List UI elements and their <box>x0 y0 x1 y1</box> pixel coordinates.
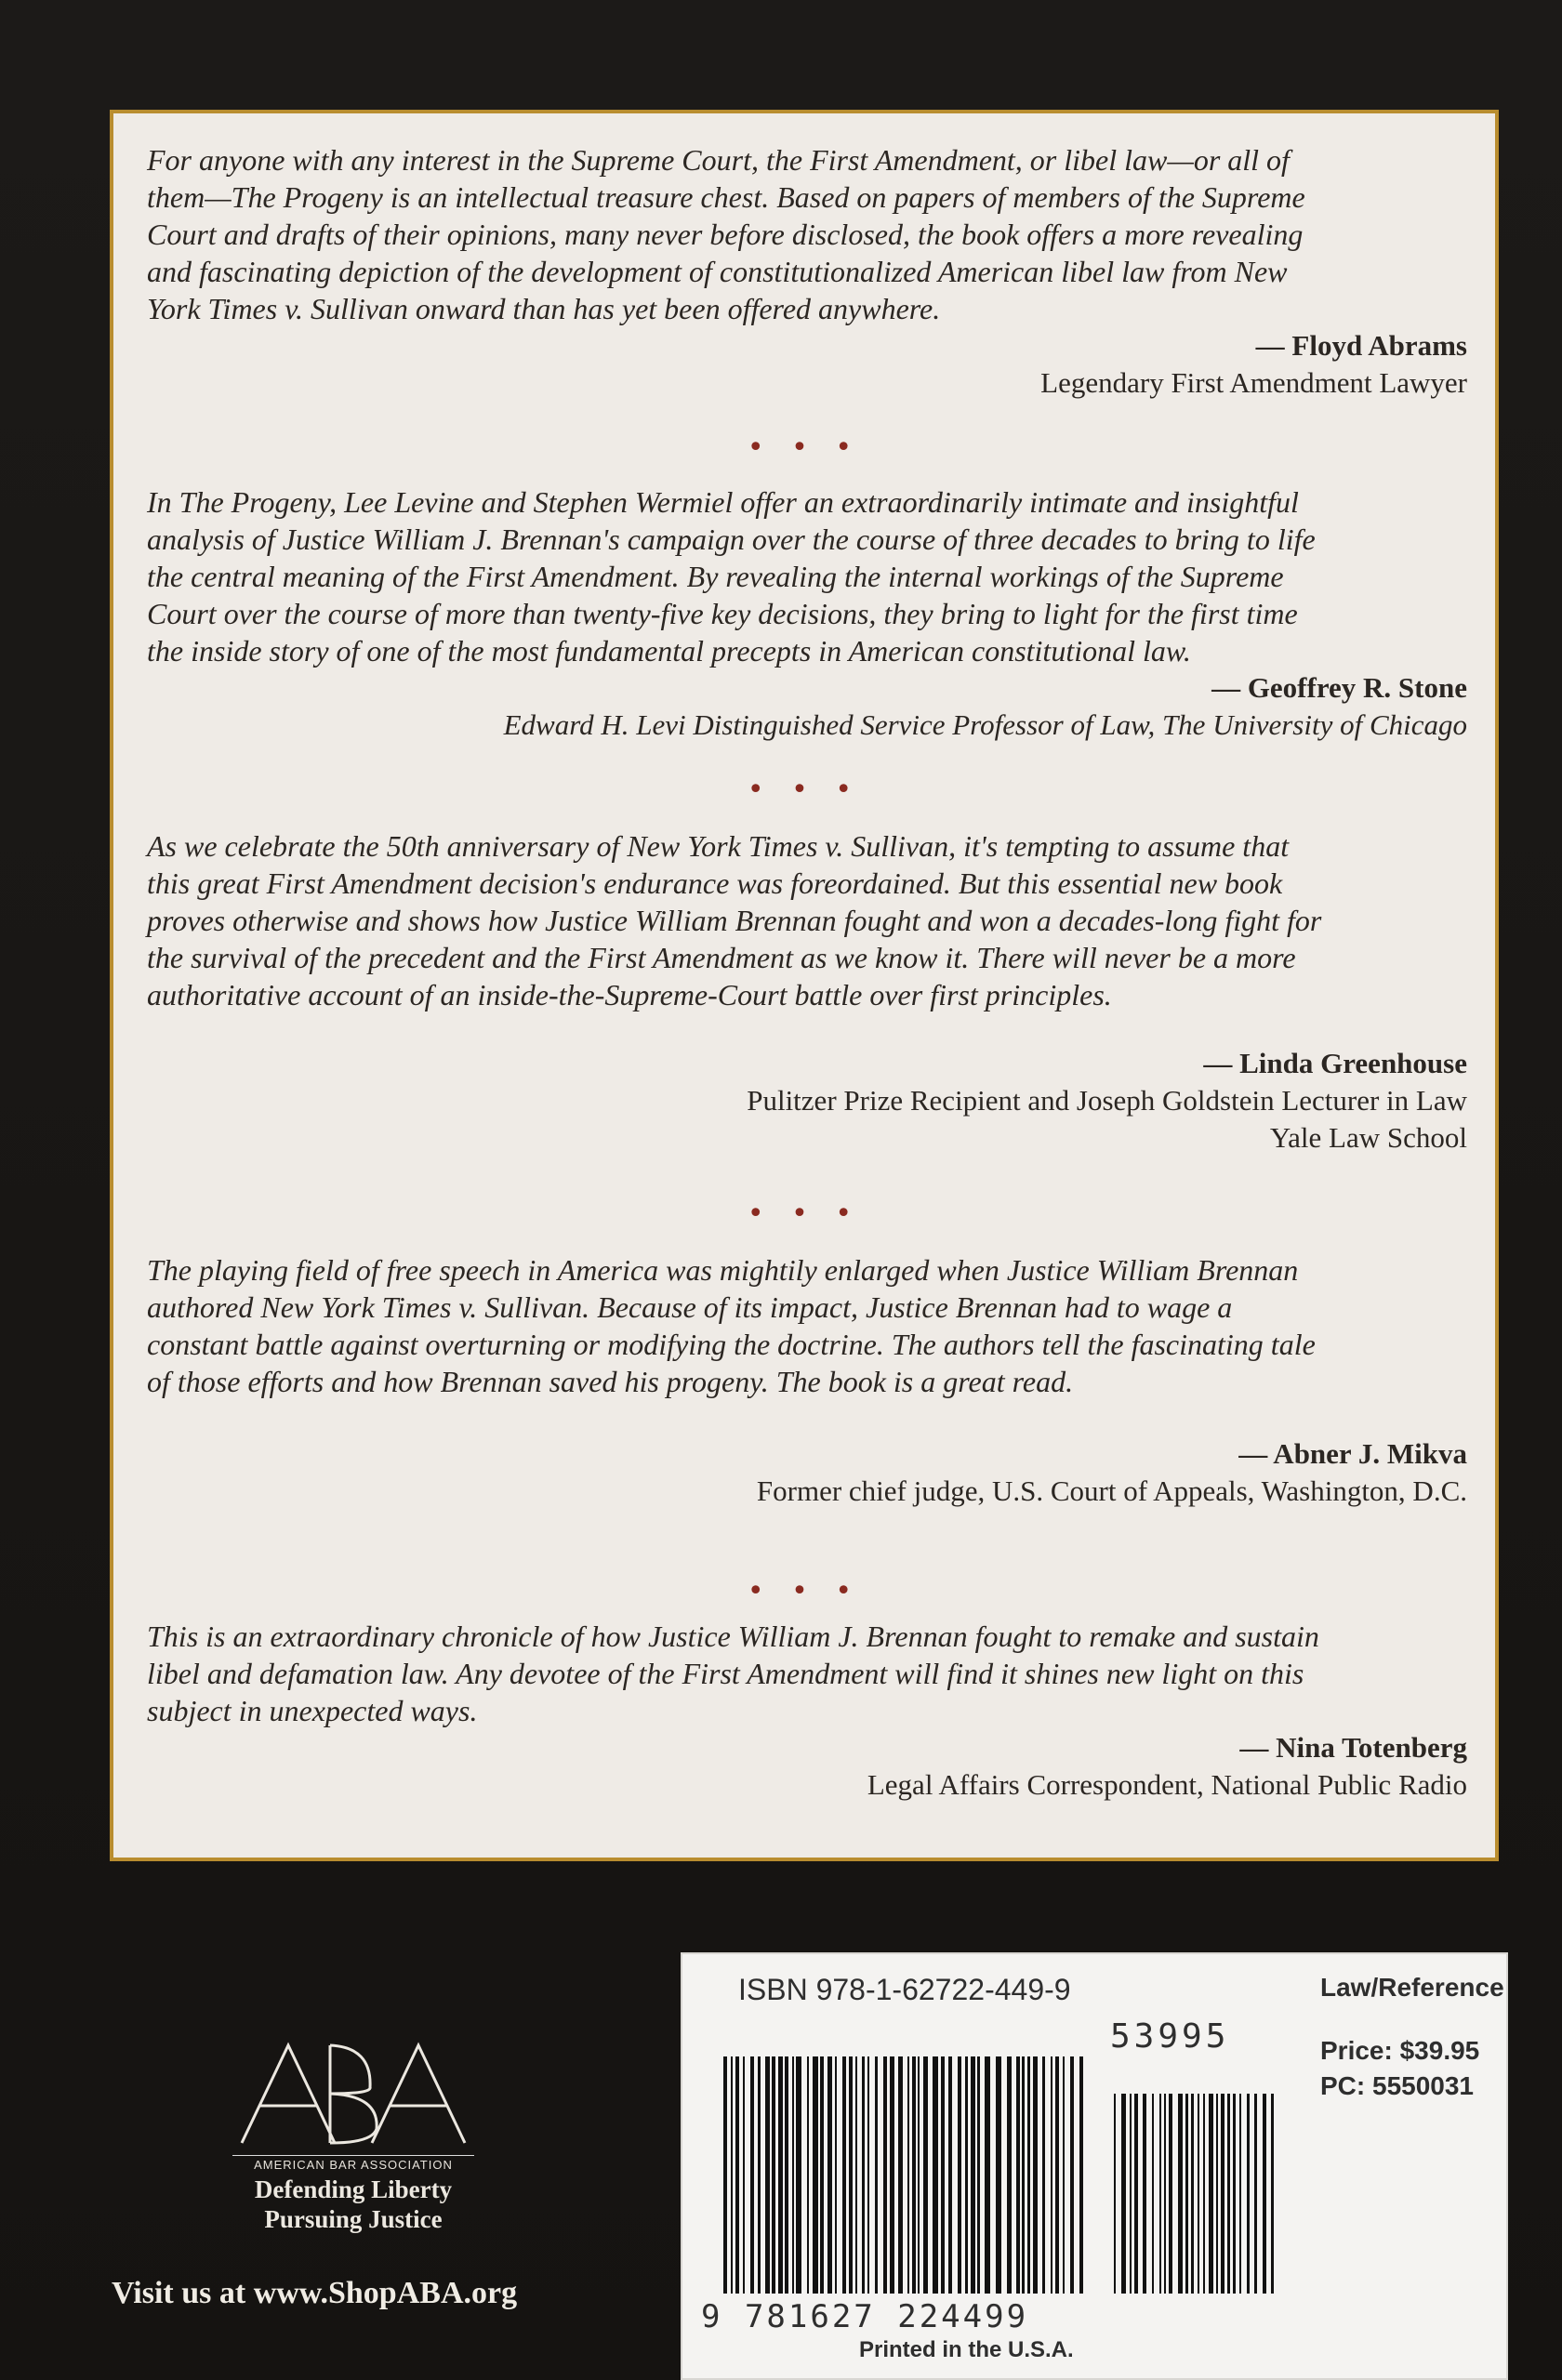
blurb-line: the inside story of one of the most fundamental precepts in American constitutional law. <box>147 634 1191 668</box>
attribution <box>147 1045 1467 1157</box>
pc-label: PC: 5550031 <box>1320 2071 1475 2100</box>
author-name: — Linda Greenhouse <box>1203 1047 1467 1079</box>
attribution <box>147 669 1467 744</box>
author-name: — Geoffrey R. Stone <box>1211 671 1467 704</box>
author-name: — Abner J. Mikva <box>1238 1437 1467 1470</box>
blurb-line: York Times v. Sullivan onward than has yet been offered anywhere. <box>147 292 941 325</box>
author-title: Former chief judge, U.S. Court of Appeals, Washington, D.C. <box>756 1474 1467 1507</box>
blurb-line: libel and defamation law. Any devotee of the First Amendment will find it shines new light on this <box>147 1657 1304 1690</box>
blurb-line: This is an extraordinary chronicle of how Justice William J. Brennan fought to remake and sustain <box>147 1620 1319 1653</box>
author-name: — Floyd Abrams <box>1255 329 1467 362</box>
barcode-digits: 9 781627 224499 <box>701 2298 1029 2335</box>
blurb-abner-mikva <box>147 1251 1467 1510</box>
blurb-line: Court over the course of more than twenty-five key decisions, they bring to light for the first time <box>147 597 1298 630</box>
price-code: 53995 <box>1110 2017 1230 2056</box>
blurb-line: of those efforts and how Brennan saved his progeny. The book is a great read. <box>147 1365 1074 1398</box>
blurb-geoffrey-stone <box>147 483 1467 744</box>
price-label: Price: $39.95 <box>1320 2036 1480 2065</box>
blurb-floyd-abrams <box>147 141 1467 402</box>
blurb-line: authoritative account of an inside-the-Supreme-Court battle over first principles. <box>147 978 1112 1012</box>
isbn-number: ISBN 978-1-62722-449-9 <box>738 1973 1071 2006</box>
blurb-line: For anyone with any interest in the Supreme Court, the First Amendment, or libel law—or all of <box>147 143 1290 177</box>
isbn-sticker <box>681 1952 1508 2380</box>
blurb-line: and fascinating depiction of the development of constitutionalized American libel law from New <box>147 255 1288 288</box>
blurb-line: As we celebrate the 50th anniversary of New York Times v. Sullivan, it's tempting to assume that <box>147 829 1290 863</box>
website-text: Visit us at www.ShopABA.org <box>112 2276 518 2310</box>
blurb-line: In The Progeny, Lee Levine and Stephen Wermiel offer an extraordinarily intimate and insightful <box>147 485 1299 519</box>
author-affiliation: Yale Law School <box>1269 1121 1467 1154</box>
author-title: Pulitzer Prize Recipient and Joseph Goldstein Lecturer in Law <box>747 1084 1467 1117</box>
separator: • • • <box>747 431 862 464</box>
printed-in: Printed in the U.S.A. <box>859 2337 1074 2362</box>
blurb-line: them—The Progeny is an intellectual treasure chest. Based on papers of members of the Supreme <box>147 180 1305 214</box>
separator: • • • <box>747 774 862 806</box>
separator: • • • <box>747 1575 862 1607</box>
attribution <box>147 327 1467 402</box>
aba-monogram-icon <box>232 2036 474 2148</box>
blurb-line: the survival of the precedent and the First Amendment as we know it. There will never be a more <box>147 941 1296 974</box>
aba-org-name: AMERICAN BAR ASSOCIATION <box>232 2155 474 2172</box>
blurb-line: subject in unexpected ways. <box>147 1694 478 1727</box>
author-title: Edward H. Levi Distinguished Service Professor of Law, The University of Chicago <box>503 708 1467 741</box>
blurb-linda-greenhouse <box>147 827 1467 1157</box>
author-title: Legal Affairs Correspondent, National Public Radio <box>867 1768 1467 1801</box>
attribution <box>147 1729 1467 1804</box>
blurb-line: constant battle against overturning or modifying the doctrine. The authors tell the fascinating tale <box>147 1328 1316 1361</box>
blurb-line: Court and drafts of their opinions, many never before disclosed, the book offers a more revealing <box>147 218 1304 251</box>
category-label: Law/Reference <box>1320 1973 1504 2002</box>
author-name: — Nina Totenberg <box>1239 1731 1467 1764</box>
attribution <box>147 1435 1467 1510</box>
blurb-line: authored New York Times v. Sullivan. Because of its impact, Justice Brennan had to wage a <box>147 1290 1233 1324</box>
blurb-nina-totenberg <box>147 1618 1467 1804</box>
barcode-icon <box>695 2047 1300 2298</box>
blurb-line: the central meaning of the First Amendment. By revealing the internal workings of the Supreme <box>147 560 1284 593</box>
blurb-line: this great First Amendment decision's endurance was foreordained. But this essential new book <box>147 866 1283 900</box>
aba-motto-line2: Pursuing Justice <box>264 2205 443 2233</box>
blurb-line: proves otherwise and shows how Justice William Brennan fought and won a decades-long fight for <box>147 904 1322 937</box>
blurb-line: The playing field of free speech in America was mightily enlarged when Justice William Brennan <box>147 1253 1299 1287</box>
aba-motto-line1: Defending Liberty <box>254 2175 453 2203</box>
blurb-panel <box>110 110 1499 1861</box>
blurb-line: analysis of Justice William J. Brennan's campaign over the course of three decades to bring to life <box>147 522 1316 556</box>
separator: • • • <box>747 1197 862 1230</box>
author-title: Legendary First Amendment Lawyer <box>1040 366 1467 399</box>
